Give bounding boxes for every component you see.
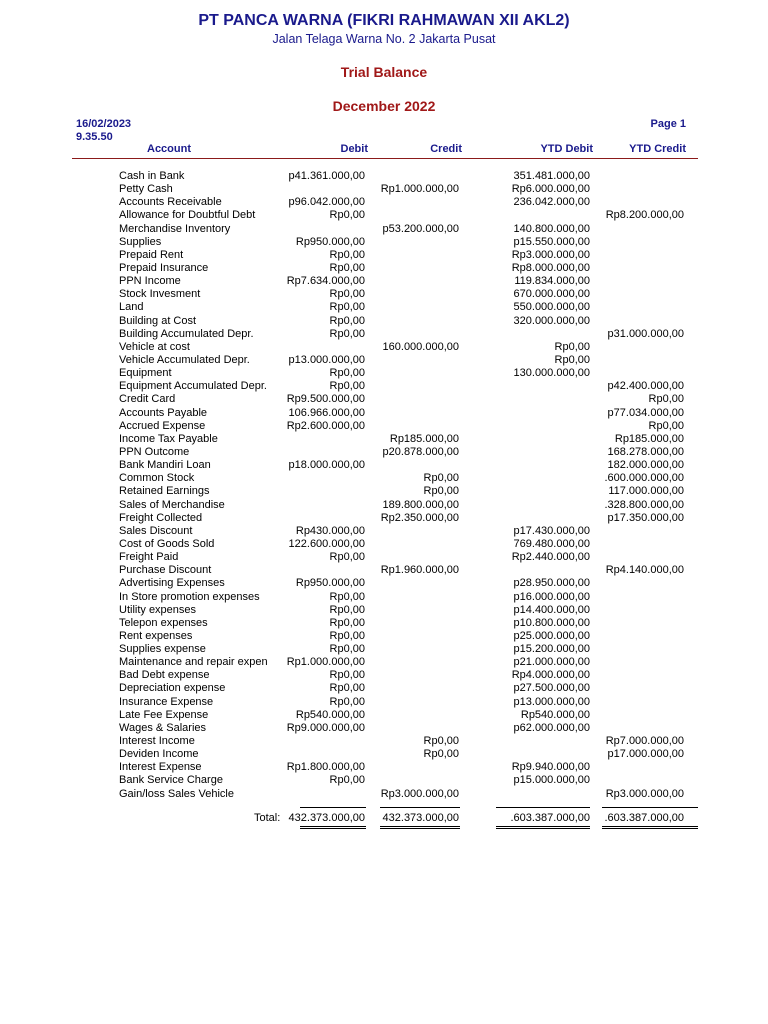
ytd-debit-value: Rp3.000.000,00 [511, 248, 590, 261]
debit-value: Rp0,00 [329, 367, 365, 380]
ytd-debit-value: 140.800.000,00 [513, 222, 590, 235]
ytd-debit-value: p13.000.000,00 [513, 695, 590, 708]
debit-value: Rp0,00 [329, 301, 365, 314]
table-row [0, 367, 768, 380]
company-address: Jalan Telaga Warna No. 2 Jakarta Pusat [272, 32, 496, 46]
debit-value: Rp2.600.000,00 [286, 419, 365, 432]
total-label: Total: [254, 812, 281, 824]
debit-value: Rp0,00 [329, 248, 365, 261]
table-row [0, 341, 768, 354]
table-row [0, 472, 768, 485]
table-row [0, 249, 768, 262]
account-name: Telepon expenses [119, 616, 208, 629]
debit-value: Rp9.000.000,00 [286, 721, 365, 734]
ytd-debit-value: Rp9.940.000,00 [511, 761, 590, 774]
debit-value: p13.000.000,00 [288, 353, 365, 366]
table-row [0, 525, 768, 538]
account-name: Bank Mandiri Loan [119, 459, 211, 472]
ytd-credit-value: p17.000.000,00 [607, 748, 684, 761]
account-name: Vehicle at cost [119, 340, 190, 353]
account-name: Utility expenses [119, 603, 197, 616]
table-row [0, 696, 768, 709]
debit-value: Rp0,00 [329, 669, 365, 682]
ytd-debit-value: p62.000.000,00 [513, 721, 590, 734]
debit-value: Rp7.634.000,00 [286, 275, 365, 288]
debit-value: p96.042.000,00 [288, 196, 365, 209]
account-name: Advertising Expenses [119, 577, 225, 590]
credit-value: 189.800.000,00 [382, 498, 459, 511]
ytd-debit-value: p14.400.000,00 [513, 603, 590, 616]
print-date: 16/02/2023 [76, 118, 132, 130]
table-row [0, 591, 768, 604]
account-name: Bank Service Charge [119, 774, 223, 787]
account-name: Vehicle Accumulated Depr. [119, 353, 250, 366]
debit-value: Rp0,00 [329, 682, 365, 695]
trial-balance-rows [0, 170, 768, 801]
account-name: Gain/loss Sales Vehicle [119, 787, 234, 800]
table-row [0, 722, 768, 735]
ytd-credit-value: p17.350.000,00 [607, 511, 684, 524]
ytd-debit-value: 769.480.000,00 [513, 537, 590, 550]
account-name: Stock Invesment [119, 288, 201, 301]
debit-value: Rp950.000,00 [295, 577, 365, 590]
credit-value: Rp0,00 [423, 472, 459, 485]
credit-value: Rp1.960.000,00 [380, 564, 459, 577]
account-name: Allowance for Doubtful Debt [119, 209, 256, 222]
debit-value: 122.600.000,00 [288, 537, 365, 550]
debit-value: 106.966.000,00 [288, 406, 365, 419]
ytd-debit-value: p21.000.000,00 [513, 656, 590, 669]
ytd-debit-double-rule-1 [496, 826, 590, 827]
table-row [0, 669, 768, 682]
debit-value: Rp0,00 [329, 616, 365, 629]
credit-value: 160.000.000,00 [382, 340, 459, 353]
ytd-debit-value: p15.550.000,00 [513, 235, 590, 248]
debit-value: Rp0,00 [329, 603, 365, 616]
table-row [0, 761, 768, 774]
table-row [0, 485, 768, 498]
table-row [0, 328, 768, 341]
credit-double-rule-1 [380, 826, 460, 827]
ytd-credit-value: .600.000.000,00 [604, 472, 684, 485]
ytd-debit-value: Rp2.440.000,00 [511, 551, 590, 564]
table-row [0, 223, 768, 236]
table-row [0, 288, 768, 301]
account-name: Deviden Income [119, 748, 199, 761]
ytd-debit-value: Rp0,00 [554, 353, 590, 366]
debit-value: Rp1.000.000,00 [286, 656, 365, 669]
table-row [0, 735, 768, 748]
table-row [0, 643, 768, 656]
table-row [0, 262, 768, 275]
table-row [0, 446, 768, 459]
ytd-credit-value: Rp0,00 [648, 393, 684, 406]
table-row [0, 209, 768, 222]
ytd-debit-value: 130.000.000,00 [513, 367, 590, 380]
debit-value: Rp950.000,00 [295, 235, 365, 248]
ytd-debit-value: p17.430.000,00 [513, 524, 590, 537]
ytd-debit-value: p16.000.000,00 [513, 590, 590, 603]
debit-double-rule-1 [300, 826, 366, 827]
ytd-debit-value: p15.000.000,00 [513, 774, 590, 787]
account-name: Equipment Accumulated Depr. [119, 380, 267, 393]
credit-value: Rp0,00 [423, 485, 459, 498]
table-row [0, 788, 768, 801]
table-row [0, 564, 768, 577]
debit-value: Rp0,00 [329, 288, 365, 301]
table-row [0, 499, 768, 512]
account-name: Credit Card [119, 393, 176, 406]
ytd-debit-value: p27.500.000,00 [513, 682, 590, 695]
credit-value: Rp1.000.000,00 [380, 183, 459, 196]
ytd-debit-value: p25.000.000,00 [513, 629, 590, 642]
column-header-debit: Debit [340, 143, 368, 155]
account-name: Purchase Discount [119, 564, 212, 577]
account-name: Cost of Goods Sold [119, 537, 215, 550]
account-name: Bad Debt expense [119, 669, 210, 682]
ytd-debit-value: 119.834.000,00 [514, 275, 590, 288]
total-debit: 432.373.000,00 [288, 812, 365, 824]
debit-value: Rp0,00 [329, 551, 365, 564]
account-name: Income Tax Payable [119, 432, 218, 445]
account-name: Equipment [119, 367, 172, 380]
debit-value: Rp540.000,00 [295, 708, 365, 721]
account-name: Land [119, 301, 144, 314]
ytd-credit-value: 117.000.000,00 [608, 485, 684, 498]
debit-double-rule-2 [300, 828, 366, 829]
account-name: Building at Cost [119, 314, 197, 327]
account-name: Depreciation expense [119, 682, 226, 695]
account-name: Insurance Expense [119, 695, 214, 708]
table-row [0, 236, 768, 249]
ytd-credit-value: 168.278.000,00 [607, 445, 684, 458]
credit-double-rule-2 [380, 828, 460, 829]
debit-value: Rp430.000,00 [295, 524, 365, 537]
ytd-debit-value: Rp8.000.000,00 [511, 261, 590, 274]
table-row [0, 748, 768, 761]
company-name: PT PANCA WARNA (FIKRI RAHMAWAN XII AKL2) [198, 12, 570, 29]
credit-value: Rp0,00 [423, 735, 459, 748]
table-row [0, 170, 768, 183]
ytd-credit-value: Rp3.000.000,00 [605, 787, 684, 800]
ytd-credit-value: Rp185.000,00 [614, 432, 684, 445]
debit-value: Rp0,00 [329, 643, 365, 656]
table-row [0, 275, 768, 288]
debit-value: Rp1.800.000,00 [286, 761, 365, 774]
ytd-credit-value: Rp4.140.000,00 [605, 564, 684, 577]
account-name: Accrued Expense [119, 419, 206, 432]
table-row [0, 577, 768, 590]
account-name: Late Fee Expense [119, 708, 209, 721]
ytd-credit-double-rule-1 [602, 826, 698, 827]
account-name: Retained Earnings [119, 485, 210, 498]
ytd-credit-value: p42.400.000,00 [607, 380, 684, 393]
ytd-debit-value: 320.000.000,00 [513, 314, 590, 327]
account-name: PPN Income [119, 275, 181, 288]
account-name: Rent expenses [119, 629, 193, 642]
ytd-credit-value: Rp0,00 [648, 419, 684, 432]
table-row [0, 393, 768, 406]
account-name: Interest Expense [119, 761, 202, 774]
table-row [0, 512, 768, 525]
debit-value: Rp0,00 [329, 261, 365, 274]
account-name: PPN Outcome [119, 445, 190, 458]
column-header-credit: Credit [430, 143, 462, 155]
ytd-credit-value: 182.000.000,00 [607, 459, 684, 472]
debit-value: Rp0,00 [329, 314, 365, 327]
debit-value: Rp0,00 [329, 629, 365, 642]
account-name: Supplies expense [119, 643, 206, 656]
account-name: Merchandise Inventory [119, 222, 231, 235]
credit-value: Rp0,00 [423, 748, 459, 761]
ytd-credit-value: p31.000.000,00 [607, 327, 684, 340]
account-name: Accounts Receivable [119, 196, 222, 209]
debit-value: Rp9.500.000,00 [286, 393, 365, 406]
account-name: Prepaid Rent [119, 248, 184, 261]
ytd-debit-value: 351.481.000,00 [513, 170, 590, 182]
table-row [0, 433, 768, 446]
debit-value: Rp0,00 [329, 380, 365, 393]
account-name: Supplies [119, 235, 162, 248]
column-header-ytd-credit: YTD Credit [629, 143, 686, 155]
debit-total-rule-top [300, 807, 366, 808]
column-header-account: Account [147, 143, 191, 155]
account-name: Interest Income [119, 735, 195, 748]
table-row [0, 774, 768, 787]
ytd-debit-total-rule-top [496, 807, 590, 808]
table-row [0, 538, 768, 551]
account-name: Petty Cash [119, 183, 173, 196]
table-row [0, 551, 768, 564]
account-name: Accounts Payable [119, 406, 208, 419]
report-period: December 2022 [332, 98, 436, 114]
account-name: Maintenance and repair expen [119, 656, 268, 669]
table-row [0, 407, 768, 420]
account-name: Prepaid Insurance [119, 261, 209, 274]
debit-value: Rp0,00 [329, 774, 365, 787]
table-row [0, 420, 768, 433]
ytd-credit-value: Rp8.200.000,00 [605, 209, 684, 222]
credit-value: Rp3.000.000,00 [380, 787, 459, 800]
credit-value: p20.878.000,00 [382, 445, 459, 458]
table-row [0, 315, 768, 328]
print-time: 9.35.50 [76, 131, 113, 143]
table-row [0, 604, 768, 617]
account-name: Sales of Merchandise [119, 498, 225, 511]
report-title: Trial Balance [340, 64, 428, 80]
column-header-ytd-debit: YTD Debit [540, 143, 593, 155]
debit-value: Rp0,00 [329, 327, 365, 340]
table-row [0, 709, 768, 722]
ytd-debit-value: p15.200.000,00 [513, 643, 590, 656]
account-name: Wages & Salaries [119, 721, 207, 734]
page-number: Page 1 [650, 118, 686, 130]
table-row [0, 196, 768, 209]
table-row [0, 682, 768, 695]
credit-total-rule-top [380, 807, 460, 808]
table-row [0, 630, 768, 643]
table-row [0, 656, 768, 669]
total-ytd-debit: .603.387.000,00 [510, 812, 590, 824]
ytd-debit-value: Rp4.000.000,00 [511, 669, 590, 682]
credit-value: Rp185.000,00 [389, 432, 459, 445]
account-name: Freight Paid [119, 551, 179, 564]
credit-value: Rp2.350.000,00 [380, 511, 459, 524]
table-row [0, 354, 768, 367]
ytd-debit-value: p10.800.000,00 [513, 616, 590, 629]
account-name: Building Accumulated Depr. [119, 327, 254, 340]
ytd-debit-value: p28.950.000,00 [513, 577, 590, 590]
ytd-credit-value: p77.034.000,00 [607, 406, 684, 419]
ytd-debit-double-rule-2 [496, 828, 590, 829]
header-divider [72, 158, 698, 159]
account-name: Cash in Bank [119, 170, 185, 182]
account-name: Common Stock [119, 472, 195, 485]
table-row [0, 301, 768, 314]
debit-value: p18.000.000,00 [288, 459, 365, 472]
ytd-debit-value: Rp6.000.000,00 [511, 183, 590, 196]
total-credit: 432.373.000,00 [382, 812, 459, 824]
account-name: Freight Collected [119, 511, 203, 524]
table-row [0, 459, 768, 472]
table-row [0, 183, 768, 196]
debit-value: Rp0,00 [329, 695, 365, 708]
ytd-credit-total-rule-top [602, 807, 698, 808]
ytd-credit-value: Rp7.000.000,00 [605, 735, 684, 748]
ytd-debit-value: Rp540.000,00 [520, 708, 590, 721]
ytd-credit-double-rule-2 [602, 828, 698, 829]
debit-value: p41.361.000,00 [288, 170, 365, 182]
ytd-debit-value: 236.042.000,00 [513, 196, 590, 209]
ytd-credit-value: .328.800.000,00 [604, 498, 684, 511]
table-row [0, 617, 768, 630]
table-row [0, 380, 768, 393]
total-ytd-credit: .603.387.000,00 [604, 812, 684, 824]
ytd-debit-value: Rp0,00 [554, 340, 590, 353]
credit-value: p53.200.000,00 [382, 222, 459, 235]
account-name: Sales Discount [119, 524, 193, 537]
ytd-debit-value: 670.000.000,00 [513, 288, 590, 301]
ytd-debit-value: 550.000.000,00 [513, 301, 590, 314]
debit-value: Rp0,00 [329, 209, 365, 222]
account-name: In Store promotion expenses [119, 590, 260, 603]
debit-value: Rp0,00 [329, 590, 365, 603]
